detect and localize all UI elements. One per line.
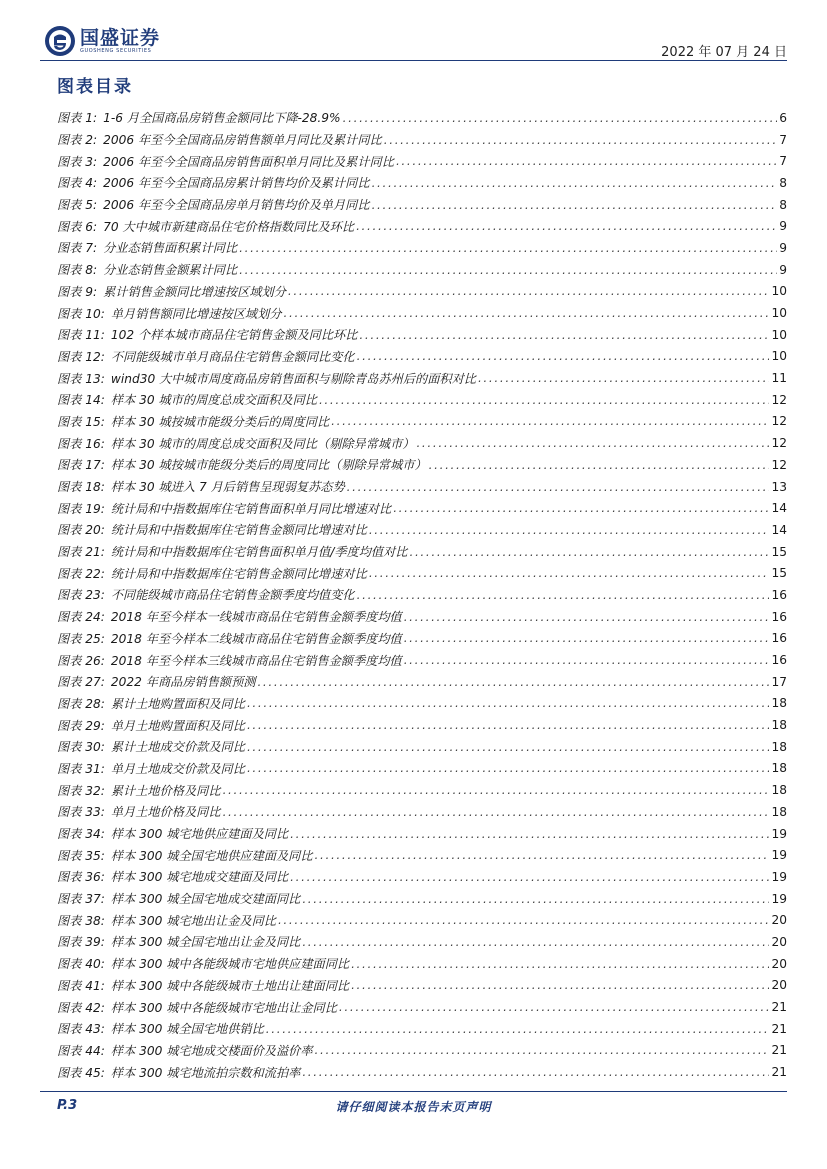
toc-entry-label: 图表 20:	[57, 523, 105, 538]
toc-entry[interactable]	[57, 975, 787, 997]
toc-entry[interactable]	[57, 649, 787, 671]
toc-entry-title: 样本 30 城按城市能级分类后的周度同比（剔除异常城市）	[110, 458, 427, 473]
toc-leader-dots	[357, 349, 770, 363]
toc-entry[interactable]	[57, 302, 787, 324]
toc-entry-page: 19	[771, 826, 787, 841]
toc-entry-label: 图表 11:	[57, 328, 105, 343]
toc-entry[interactable]	[57, 411, 787, 433]
toc-leader-dots	[339, 1000, 770, 1014]
toc-leader-dots	[223, 783, 770, 797]
toc-entry[interactable]	[57, 909, 787, 931]
toc-entry-label: 图表 16:	[57, 436, 105, 451]
toc-entry-label: 图表 17:	[57, 458, 105, 473]
toc-entry-page: 9	[779, 262, 787, 277]
toc-entry[interactable]	[57, 693, 787, 715]
footer-divider	[40, 1091, 787, 1092]
toc-leader-dots	[356, 219, 777, 233]
toc-entry-label: 图表 14:	[57, 393, 105, 408]
toc-entry[interactable]	[57, 324, 787, 346]
toc-entry-page: 15	[771, 544, 787, 559]
toc-leader-dots	[239, 263, 777, 277]
toc-leader-dots	[223, 805, 770, 819]
toc-entry[interactable]	[57, 476, 787, 498]
toc-entry-title: 累计销售金额同比增速按区域划分	[103, 284, 286, 299]
toc-entry-title: 样本 300 城宅地成交楼面价及溢价率	[110, 1043, 313, 1058]
guosheng-logo-icon	[44, 25, 76, 57]
toc-entry[interactable]	[57, 454, 787, 476]
toc-leader-dots	[404, 631, 770, 645]
toc-entry-title: 累计土地价格及同比	[110, 783, 221, 798]
toc-entry[interactable]	[57, 541, 787, 563]
toc-entry[interactable]	[57, 519, 787, 541]
toc-entry-page: 10	[771, 349, 787, 364]
toc-entry-title: 样本 30 城进入 7 月后销售呈现弱复苏态势	[110, 480, 345, 495]
toc-entry-page: 12	[771, 414, 787, 429]
toc-entry-label: 图表 24:	[57, 610, 105, 625]
toc-entry-page: 21	[771, 1043, 787, 1058]
toc-entry-title: 不同能级城市单月商品住宅销售金额同比变化	[110, 349, 355, 364]
toc-entry[interactable]	[57, 346, 787, 368]
toc-entry-label: 图表 31:	[57, 761, 105, 776]
toc-entry-page: 9	[779, 219, 787, 234]
toc-entry[interactable]	[57, 953, 787, 975]
toc-entry-title: 样本 300 城全国宅地供销比	[110, 1022, 264, 1037]
toc-entry-page: 20	[771, 934, 787, 949]
toc-entry-title: 样本 300 城全国宅地供应建面及同比	[110, 848, 313, 863]
toc-entry-page: 10	[771, 284, 787, 299]
toc-leader-dots	[404, 610, 770, 624]
toc-entry-title: 单月销售额同比增速按区域划分	[110, 306, 282, 321]
toc-leader-dots	[315, 1043, 770, 1057]
toc-entry-title: 统计局和中指数据库住宅销售金额同比增速对比	[110, 523, 367, 538]
toc-entry[interactable]	[57, 172, 787, 194]
toc-entry[interactable]	[57, 714, 787, 736]
toc-entry-page: 10	[771, 327, 787, 342]
toc-entry[interactable]	[57, 671, 787, 693]
toc-leader-dots	[290, 827, 769, 841]
toc-entry-title: 单月土地成交价款及同比	[110, 761, 245, 776]
toc-entry-title: 2006 年至今全国商品房累计销售均价及累计同比	[103, 176, 370, 191]
toc-entry-label: 图表 45:	[57, 1065, 105, 1080]
toc-entry-page: 18	[771, 696, 787, 711]
toc-entry[interactable]	[57, 736, 787, 758]
toc-entry[interactable]	[57, 1061, 787, 1083]
toc-entry-title: 统计局和中指数据库住宅销售面积单月值/季度均值对比	[110, 545, 408, 560]
toc-leader-dots	[359, 328, 769, 342]
toc-leader-dots	[302, 1065, 769, 1079]
toc-entry-label: 图表 3:	[57, 154, 98, 169]
toc-leader-dots	[247, 761, 770, 775]
toc-entry[interactable]	[57, 584, 787, 606]
toc-leader-dots	[369, 523, 770, 537]
toc-entry-label: 图表 10:	[57, 306, 105, 321]
toc-entry-title: 统计局和中指数据库住宅销售金额同比增速对比	[110, 566, 367, 581]
toc-entry-label: 图表 4:	[57, 176, 98, 191]
toc-entry-label: 图表 2:	[57, 133, 98, 148]
toc-entry-label: 图表 25:	[57, 631, 105, 646]
section-title: 图表目录	[57, 77, 133, 97]
toc-entry-title: 累计土地购置面积及同比	[110, 696, 245, 711]
toc-entry-title: 样本 300 城中各能级城市宅地供应建面同比	[110, 957, 350, 972]
toc-entry-label: 图表 22:	[57, 566, 105, 581]
company-logo	[44, 24, 160, 58]
toc-entry-label: 图表 6:	[57, 219, 98, 234]
toc-entry-label: 图表 27:	[57, 675, 105, 690]
toc-entry-title: 样本 30 城市的周度总成交面积及同比（剔除异常城市）	[110, 436, 415, 451]
toc-entry[interactable]	[57, 194, 787, 216]
toc-entry-title: 样本 300 城中各能级城市宅地出让金同比	[110, 1000, 337, 1015]
toc-entry-page: 14	[771, 501, 787, 516]
toc-entry[interactable]	[57, 432, 787, 454]
toc-entry[interactable]	[57, 215, 787, 237]
toc-entry-title: 2018 年至今样本一线城市商品住宅销售金额季度均值	[110, 610, 402, 625]
toc-entry[interactable]	[57, 259, 787, 281]
toc-entry-title: 70 大中城市新建商品住宅价格指数同比及环比	[103, 219, 355, 234]
toc-entry-page: 20	[771, 956, 787, 971]
toc-entry-title: 102 个样本城市商品住宅销售金额及同比环比	[110, 328, 358, 343]
toc-leader-dots	[331, 414, 769, 428]
logo-subname: GUOSHENG SECURITIES	[80, 47, 152, 54]
toc-entry[interactable]	[57, 281, 787, 303]
toc-entry-page: 8	[779, 197, 787, 212]
toc-entry-label: 图表 28:	[57, 696, 105, 711]
toc-leader-dots	[357, 588, 770, 602]
toc-entry-page: 8	[779, 175, 787, 190]
toc-entry-title: 样本 30 城按城市能级分类后的周度同比	[110, 414, 330, 429]
toc-leader-dots	[290, 870, 769, 884]
toc-entry-title: 2022 年商品房销售额预测	[110, 675, 256, 690]
toc-entry-label: 图表 33:	[57, 805, 105, 820]
toc-entry-title: 样本 300 城宅地流拍宗数和流拍率	[110, 1065, 301, 1080]
toc-entry[interactable]	[57, 628, 787, 650]
toc-entry-title: 样本 300 城全国宅地成交建面同比	[110, 892, 301, 907]
toc-entry-page: 16	[771, 609, 787, 624]
toc-entry-label: 图表 1:	[57, 111, 98, 126]
toc-leader-dots	[384, 133, 777, 147]
toc-leader-dots	[315, 848, 770, 862]
toc-entry-label: 图表 5:	[57, 198, 98, 213]
toc-entry-label: 图表 32:	[57, 783, 105, 798]
toc-entry-page: 17	[771, 674, 787, 689]
toc-leader-dots	[302, 935, 769, 949]
toc-entry-label: 图表 7:	[57, 241, 98, 256]
toc-entry-label: 图表 35:	[57, 848, 105, 863]
footer-disclaimer: 请仔细阅读本报告末页声明	[335, 1100, 492, 1114]
toc-entry-label: 图表 29:	[57, 718, 105, 733]
toc-entry-label: 图表 18:	[57, 480, 105, 495]
toc-entry[interactable]	[57, 367, 787, 389]
page-number: P.3	[57, 1098, 78, 1113]
toc-leader-dots	[396, 154, 777, 168]
toc-entry-page: 20	[771, 978, 787, 993]
toc-entry[interactable]	[57, 129, 787, 151]
toc-entry[interactable]	[57, 150, 787, 172]
toc-entry-title: 分业态销售面积累计同比	[103, 241, 238, 256]
toc-entry-page: 12	[771, 392, 787, 407]
toc-entry-title: 样本 300 城宅地出让金及同比	[110, 913, 276, 928]
toc-entry[interactable]	[57, 107, 787, 129]
toc-entry-label: 图表 13:	[57, 371, 105, 386]
page-header	[40, 24, 787, 62]
toc-leader-dots	[278, 913, 770, 927]
toc-entry-title: 样本 300 城宅地成交建面及同比	[110, 870, 289, 885]
toc-entry-label: 图表 34:	[57, 827, 105, 842]
toc-entry[interactable]	[57, 931, 787, 953]
toc-entry-title: 2018 年至今样本二线城市商品住宅销售金额季度均值	[110, 631, 402, 646]
toc-entry-page: 10	[771, 306, 787, 321]
toc-leader-dots	[247, 740, 770, 754]
toc-leader-dots	[478, 371, 770, 385]
toc-leader-dots	[257, 675, 769, 689]
toc-entry[interactable]	[57, 779, 787, 801]
toc-entry-title: 2018 年至今样本三线城市商品住宅销售金额季度均值	[110, 653, 402, 668]
toc-entry-page: 16	[771, 587, 787, 602]
toc-entry-page: 12	[771, 457, 787, 472]
toc-entry-title: 2006 年至今全国商品房销售面积单月同比及累计同比	[103, 154, 394, 169]
toc-entry-page: 20	[771, 913, 787, 928]
toc-entry-page: 19	[771, 891, 787, 906]
toc-entry-title: 2006 年至今全国商品房销售额单月同比及累计同比	[103, 133, 382, 148]
header-divider	[40, 60, 787, 61]
toc-leader-dots	[247, 718, 770, 732]
toc-entry-title: 样本 300 城全国宅地出让金及同比	[110, 935, 301, 950]
toc-entry[interactable]	[57, 1040, 787, 1062]
toc-leader-dots	[239, 241, 777, 255]
toc-leader-dots	[343, 111, 778, 125]
toc-entry-label: 图表 40:	[57, 957, 105, 972]
toc-entry[interactable]	[57, 758, 787, 780]
toc-leader-dots	[351, 978, 769, 992]
toc-entry-label: 图表 39:	[57, 935, 105, 950]
toc-entry-label: 图表 41:	[57, 978, 105, 993]
toc-entry[interactable]	[57, 606, 787, 628]
toc-entry-label: 图表 26:	[57, 653, 105, 668]
toc-entry-title: 样本 300 城宅地供应建面及同比	[110, 827, 289, 842]
toc-leader-dots	[409, 545, 769, 559]
logo-name: 国盛证券	[80, 26, 161, 49]
toc-entry-title: 分业态销售金额累计同比	[103, 263, 238, 278]
toc-entry[interactable]	[57, 1018, 787, 1040]
toc-entry-label: 图表 23:	[57, 588, 105, 603]
toc-entry-page: 18	[771, 739, 787, 754]
toc-entry-page: 9	[779, 240, 787, 255]
toc-entry-page: 7	[779, 154, 787, 169]
toc-entry-page: 18	[771, 761, 787, 776]
toc-leader-dots	[302, 892, 769, 906]
toc-entry[interactable]	[57, 389, 787, 411]
toc-entry-label: 图表 12:	[57, 349, 105, 364]
toc-entry-page: 21	[771, 1000, 787, 1015]
toc-entry[interactable]	[57, 823, 787, 845]
toc-entry-page: 16	[771, 631, 787, 646]
toc-leader-dots	[393, 501, 769, 515]
toc-leader-dots	[372, 176, 778, 190]
toc-entry-label: 图表 36:	[57, 870, 105, 885]
toc-leader-dots	[372, 198, 778, 212]
toc-entry-page: 21	[771, 1065, 787, 1080]
toc-entry-title: 1-6 月全国商品房销售金额同比下降-28.9%	[103, 111, 341, 126]
report-date: 2022 年 07 月 24 日	[661, 45, 787, 60]
toc-entry-page: 16	[771, 653, 787, 668]
toc-entry[interactable]	[57, 497, 787, 519]
toc-entry-page: 21	[771, 1021, 787, 1036]
toc-leader-dots	[416, 436, 769, 450]
toc-entry[interactable]	[57, 562, 787, 584]
toc-entry-label: 图表 43:	[57, 1022, 105, 1037]
toc-leader-dots	[247, 696, 770, 710]
toc-entry-page: 19	[771, 869, 787, 884]
toc-entry-page: 7	[779, 132, 787, 147]
toc-leader-dots	[266, 1022, 770, 1036]
toc-entry[interactable]	[57, 237, 787, 259]
toc-entry[interactable]	[57, 866, 787, 888]
toc-leader-dots	[351, 957, 769, 971]
toc-entry-title: 样本 300 城中各能级城市土地出让建面同比	[110, 978, 350, 993]
toc-entry-page: 11	[771, 371, 787, 386]
toc-entry[interactable]	[57, 888, 787, 910]
toc-entry-title: 样本 30 城市的周度总成交面积及同比	[110, 393, 317, 408]
toc-entry[interactable]	[57, 844, 787, 866]
toc-entry[interactable]	[57, 801, 787, 823]
toc-entry-label: 图表 38:	[57, 913, 105, 928]
toc-leader-dots	[347, 480, 770, 494]
toc-entry-label: 图表 44:	[57, 1043, 105, 1058]
toc-entry[interactable]	[57, 996, 787, 1018]
toc-entry-label: 图表 19:	[57, 501, 105, 516]
toc-entry-page: 15	[771, 566, 787, 581]
toc-entry-title: 单月土地购置面积及同比	[110, 718, 245, 733]
toc-entry-page: 19	[771, 848, 787, 863]
toc-leader-dots	[319, 393, 770, 407]
toc-entry-label: 图表 37:	[57, 892, 105, 907]
toc-entry-title: 单月土地价格及同比	[110, 805, 221, 820]
toc-entry-label: 图表 15:	[57, 414, 105, 429]
toc-entry-label: 图表 30:	[57, 740, 105, 755]
toc-leader-dots	[284, 306, 770, 320]
toc-entry-title: 不同能级城市商品住宅销售金额季度均值变化	[110, 588, 355, 603]
toc-entry-page: 18	[771, 783, 787, 798]
toc-entry-page: 6	[779, 110, 787, 125]
toc-entry-label: 图表 21:	[57, 545, 105, 560]
toc-leader-dots	[429, 458, 770, 472]
toc-entry-label: 图表 9:	[57, 284, 98, 299]
toc-entry-title: 累计土地成交价款及同比	[110, 740, 245, 755]
toc-entry-title: wind30 大中城市周度商品房销售面积与剔除青岛苏州后的面积对比	[110, 371, 476, 386]
toc-entry-label: 图表 8:	[57, 263, 98, 278]
toc-leader-dots	[369, 566, 770, 580]
toc-leader-dots	[404, 653, 770, 667]
toc-entry-title: 统计局和中指数据库住宅销售面积单月同比增速对比	[110, 501, 392, 516]
toc-entry-page: 14	[771, 522, 787, 537]
toc-leader-dots	[288, 284, 770, 298]
toc-entry-label: 图表 42:	[57, 1000, 105, 1015]
toc-entry-page: 18	[771, 718, 787, 733]
toc-entry-page: 18	[771, 804, 787, 819]
toc-entry-page: 12	[771, 436, 787, 451]
toc-entry-page: 13	[771, 479, 787, 494]
toc-entry-title: 2006 年至今全国商品房单月销售均价及单月同比	[103, 198, 370, 213]
figure-list	[57, 107, 787, 1083]
